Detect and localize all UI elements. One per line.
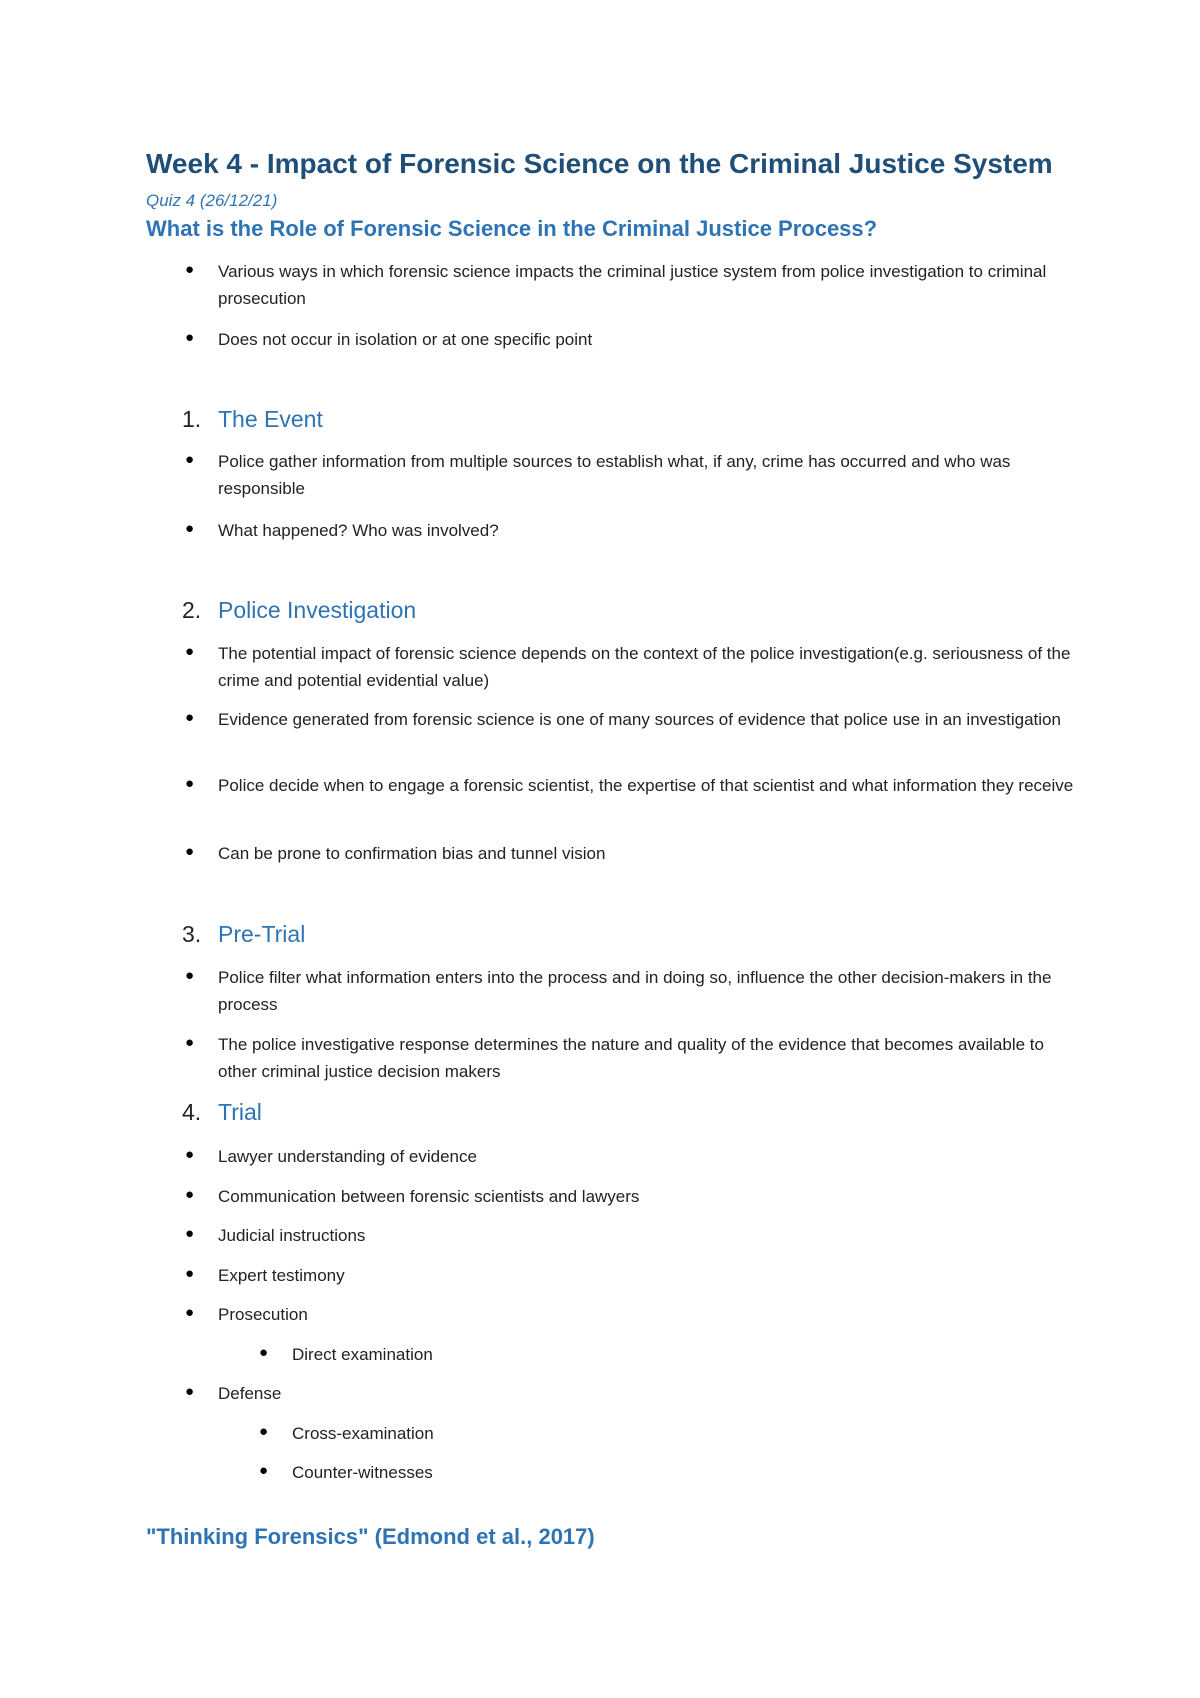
sub-list-item — [259, 1420, 1052, 1447]
bullet-icon: ● — [185, 1225, 195, 1242]
list-item — [185, 640, 1078, 694]
section-heading-event — [182, 406, 323, 433]
bullet-icon: ● — [185, 843, 195, 860]
section-heading-police-investigation — [182, 597, 416, 624]
list-item — [185, 1031, 1078, 1085]
list-item-text: The police investigative response determines the nature and quality of the evidence that becomes available to other criminal justice decision makers — [218, 1035, 1044, 1081]
bullet-icon: ● — [185, 1034, 195, 1051]
bullet-icon: ● — [185, 1265, 195, 1282]
bullet-icon: ● — [185, 1146, 195, 1163]
list-item-text: Direct examination — [292, 1345, 433, 1364]
section-heading-pre-trial — [182, 921, 305, 948]
bullet-icon: ● — [185, 1383, 195, 1400]
list-item-text: Prosecution — [218, 1305, 308, 1324]
sub-list-item — [259, 1459, 1052, 1486]
bullet-icon: ● — [185, 520, 195, 537]
list-item-text: Communication between forensic scientists and lawyers — [218, 1187, 640, 1206]
list-item-text: Cross-examination — [292, 1424, 434, 1443]
list-item — [185, 706, 1078, 733]
section-number: 4. — [182, 1099, 202, 1125]
quiz-subtitle: Quiz 4 (26/12/21) — [146, 191, 278, 210]
list-item — [185, 772, 1078, 799]
bullet-icon: ● — [185, 1304, 195, 1321]
bullet-icon: ● — [185, 967, 195, 984]
list-item — [185, 1143, 1078, 1170]
section-title: Trial — [218, 1099, 262, 1125]
section-title: Police Investigation — [218, 597, 417, 623]
list-item-text: Police filter what information enters into the process and in doing so, influence the other decision-makers in the process — [218, 968, 1052, 1014]
role-heading: What is the Role of Forensic Science in the Criminal Justice Process? — [146, 216, 878, 241]
list-item — [185, 1183, 1078, 1210]
bullet-icon: ● — [185, 261, 195, 278]
list-item — [185, 517, 1078, 544]
list-item — [185, 964, 1078, 1018]
bullet-icon: ● — [259, 1344, 269, 1361]
list-item — [185, 448, 1078, 502]
bullet-icon: ● — [185, 643, 195, 660]
sub-list-item — [259, 1341, 1052, 1368]
list-item-text: Evidence generated from forensic science is one of many sources of evidence that police use in an investigation — [218, 710, 1061, 729]
page-title: Week 4 - Impact of Forensic Science on the Criminal Justice System — [146, 148, 1053, 179]
list-item-text: Lawyer understanding of evidence — [218, 1147, 477, 1166]
list-item — [185, 1380, 1078, 1407]
list-item-text: Does not occur in isolation or at one specific point — [218, 330, 593, 349]
section-title: Pre-Trial — [218, 921, 306, 947]
bullet-icon: ● — [185, 775, 195, 792]
list-item — [185, 258, 1078, 312]
bullet-icon: ● — [259, 1423, 269, 1440]
section-heading-trial — [182, 1099, 262, 1126]
list-item — [185, 1262, 1078, 1289]
list-item-text: Various ways in which forensic science impacts the criminal justice system from police investigation to criminal prosecution — [218, 262, 1047, 308]
list-item-text: Police gather information from multiple sources to establish what, if any, crime has occurred and who was responsible — [218, 452, 1011, 498]
list-item — [185, 840, 1078, 867]
list-item — [185, 326, 1078, 353]
list-item-text: Defense — [218, 1384, 282, 1403]
thinking-forensics-heading: "Thinking Forensics" (Edmond et al., 2017) — [146, 1524, 595, 1549]
list-item-text: Judicial instructions — [218, 1226, 366, 1245]
bullet-icon: ● — [185, 451, 195, 468]
list-item-text: Can be prone to confirmation bias and tunnel vision — [218, 844, 606, 863]
section-number: 1. — [182, 406, 202, 432]
bullet-icon: ● — [185, 1186, 195, 1203]
section-number: 2. — [182, 597, 202, 623]
list-item — [185, 1301, 1078, 1328]
list-item-text: The potential impact of forensic science depends on the context of the police investigation(e.g. seriousness of the crime and potential evidential value) — [218, 644, 1071, 690]
list-item — [185, 1222, 1078, 1249]
bullet-icon: ● — [185, 329, 195, 346]
section-title: The Event — [218, 406, 323, 432]
bullet-icon: ● — [185, 709, 195, 726]
bullet-icon: ● — [259, 1462, 269, 1479]
list-item-text: Expert testimony — [218, 1266, 345, 1285]
list-item-text: Police decide when to engage a forensic scientist, the expertise of that scientist and what information they receive — [218, 776, 1074, 795]
list-item-text: What happened? Who was involved? — [218, 521, 499, 540]
section-number: 3. — [182, 921, 202, 947]
list-item-text: Counter-witnesses — [292, 1463, 433, 1482]
